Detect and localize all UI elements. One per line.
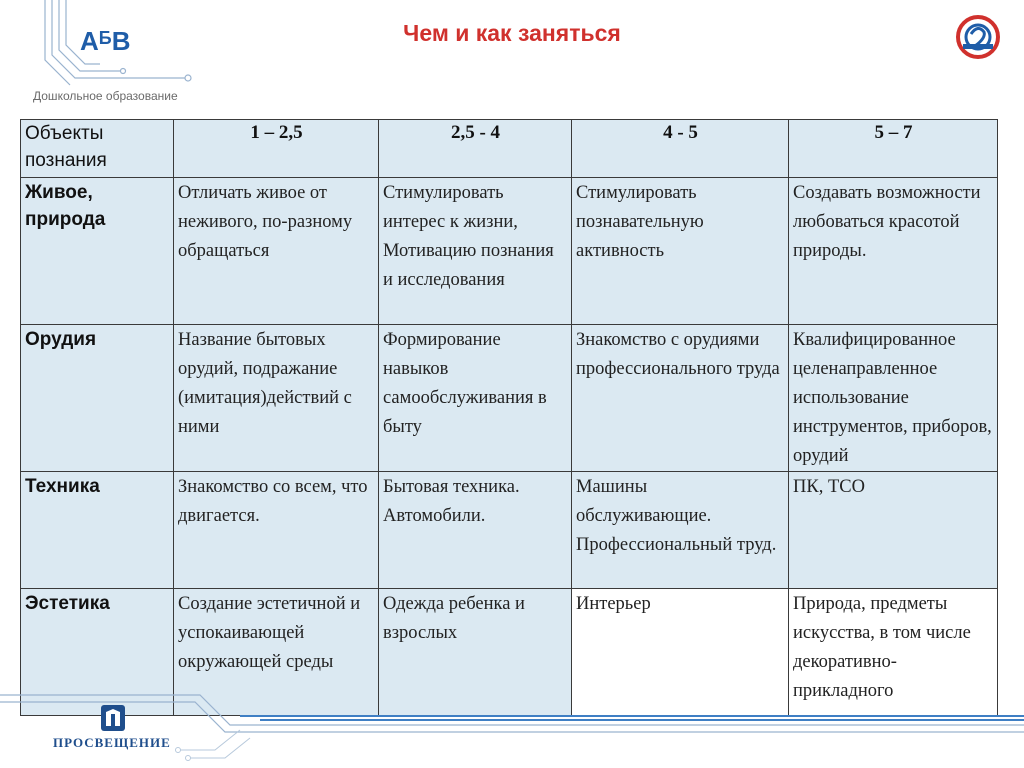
column-header: 4 - 5 (572, 120, 789, 178)
column-header: 2,5 - 4 (379, 120, 572, 178)
table-row (21, 325, 998, 472)
table-cell: Формирование навыков самообслуживания в быту (379, 325, 572, 472)
table-row (21, 472, 998, 589)
table-row (21, 178, 998, 325)
brand-subtitle: Дошкольное образование (33, 89, 178, 103)
table-cell: Стимулировать познавательную активность (572, 178, 789, 325)
emblem-icon (955, 14, 1001, 60)
footer-stripes (0, 690, 1024, 768)
table-cell: Стимулировать интерес к жизни, Мотивацию познания и исследования (379, 178, 572, 325)
publisher-logo-icon (100, 704, 126, 732)
table-cell: ПК, ТСО (789, 472, 998, 589)
table-cell: Название бытовых орудий, подражание (имитация)действий с ними (174, 325, 379, 472)
publisher-name: ПРОСВЕЩЕНИЕ (53, 735, 171, 750)
table-cell: Бытовая техника. Автомобили. (379, 472, 572, 589)
table-cell: Квалифицированное целенаправленное использование инструментов, приборов, орудий (789, 325, 998, 472)
table-cell: Машины обслуживающие. Профессиональный труд. (572, 472, 789, 589)
table-cell: Отличать живое от неживого, по-разному обращаться (174, 178, 379, 325)
column-header: 5 – 7 (789, 120, 998, 178)
table-cell: Создавать возможности любоваться красотой природы. (789, 178, 998, 325)
table-cell: Природа, предметы искусства, в том числе декоративно-прикладного (789, 589, 998, 716)
table-cell: Создание эстетичной и успокаивающей окружающей среды (174, 589, 379, 716)
activities-table (20, 119, 998, 716)
table-header-row (21, 120, 998, 178)
row-label: Живое, природа (21, 178, 174, 325)
column-header: Объекты познания (21, 120, 174, 178)
column-header: 1 – 2,5 (174, 120, 379, 178)
brand-logo: $А^БВ$ (80, 26, 131, 56)
table-cell: Интерьер (572, 589, 789, 716)
row-label: Техника (21, 472, 174, 589)
table-cell: Знакомство со всем, что двигается. (174, 472, 379, 589)
row-label: Эстетика (21, 589, 174, 716)
table-cell: Одежда ребенка и взрослых (379, 589, 572, 716)
table-cell: Знакомство с орудиями профессионального труда (572, 325, 789, 472)
row-label: Орудия (21, 325, 174, 472)
page-title: Чем и как заняться (403, 20, 621, 46)
